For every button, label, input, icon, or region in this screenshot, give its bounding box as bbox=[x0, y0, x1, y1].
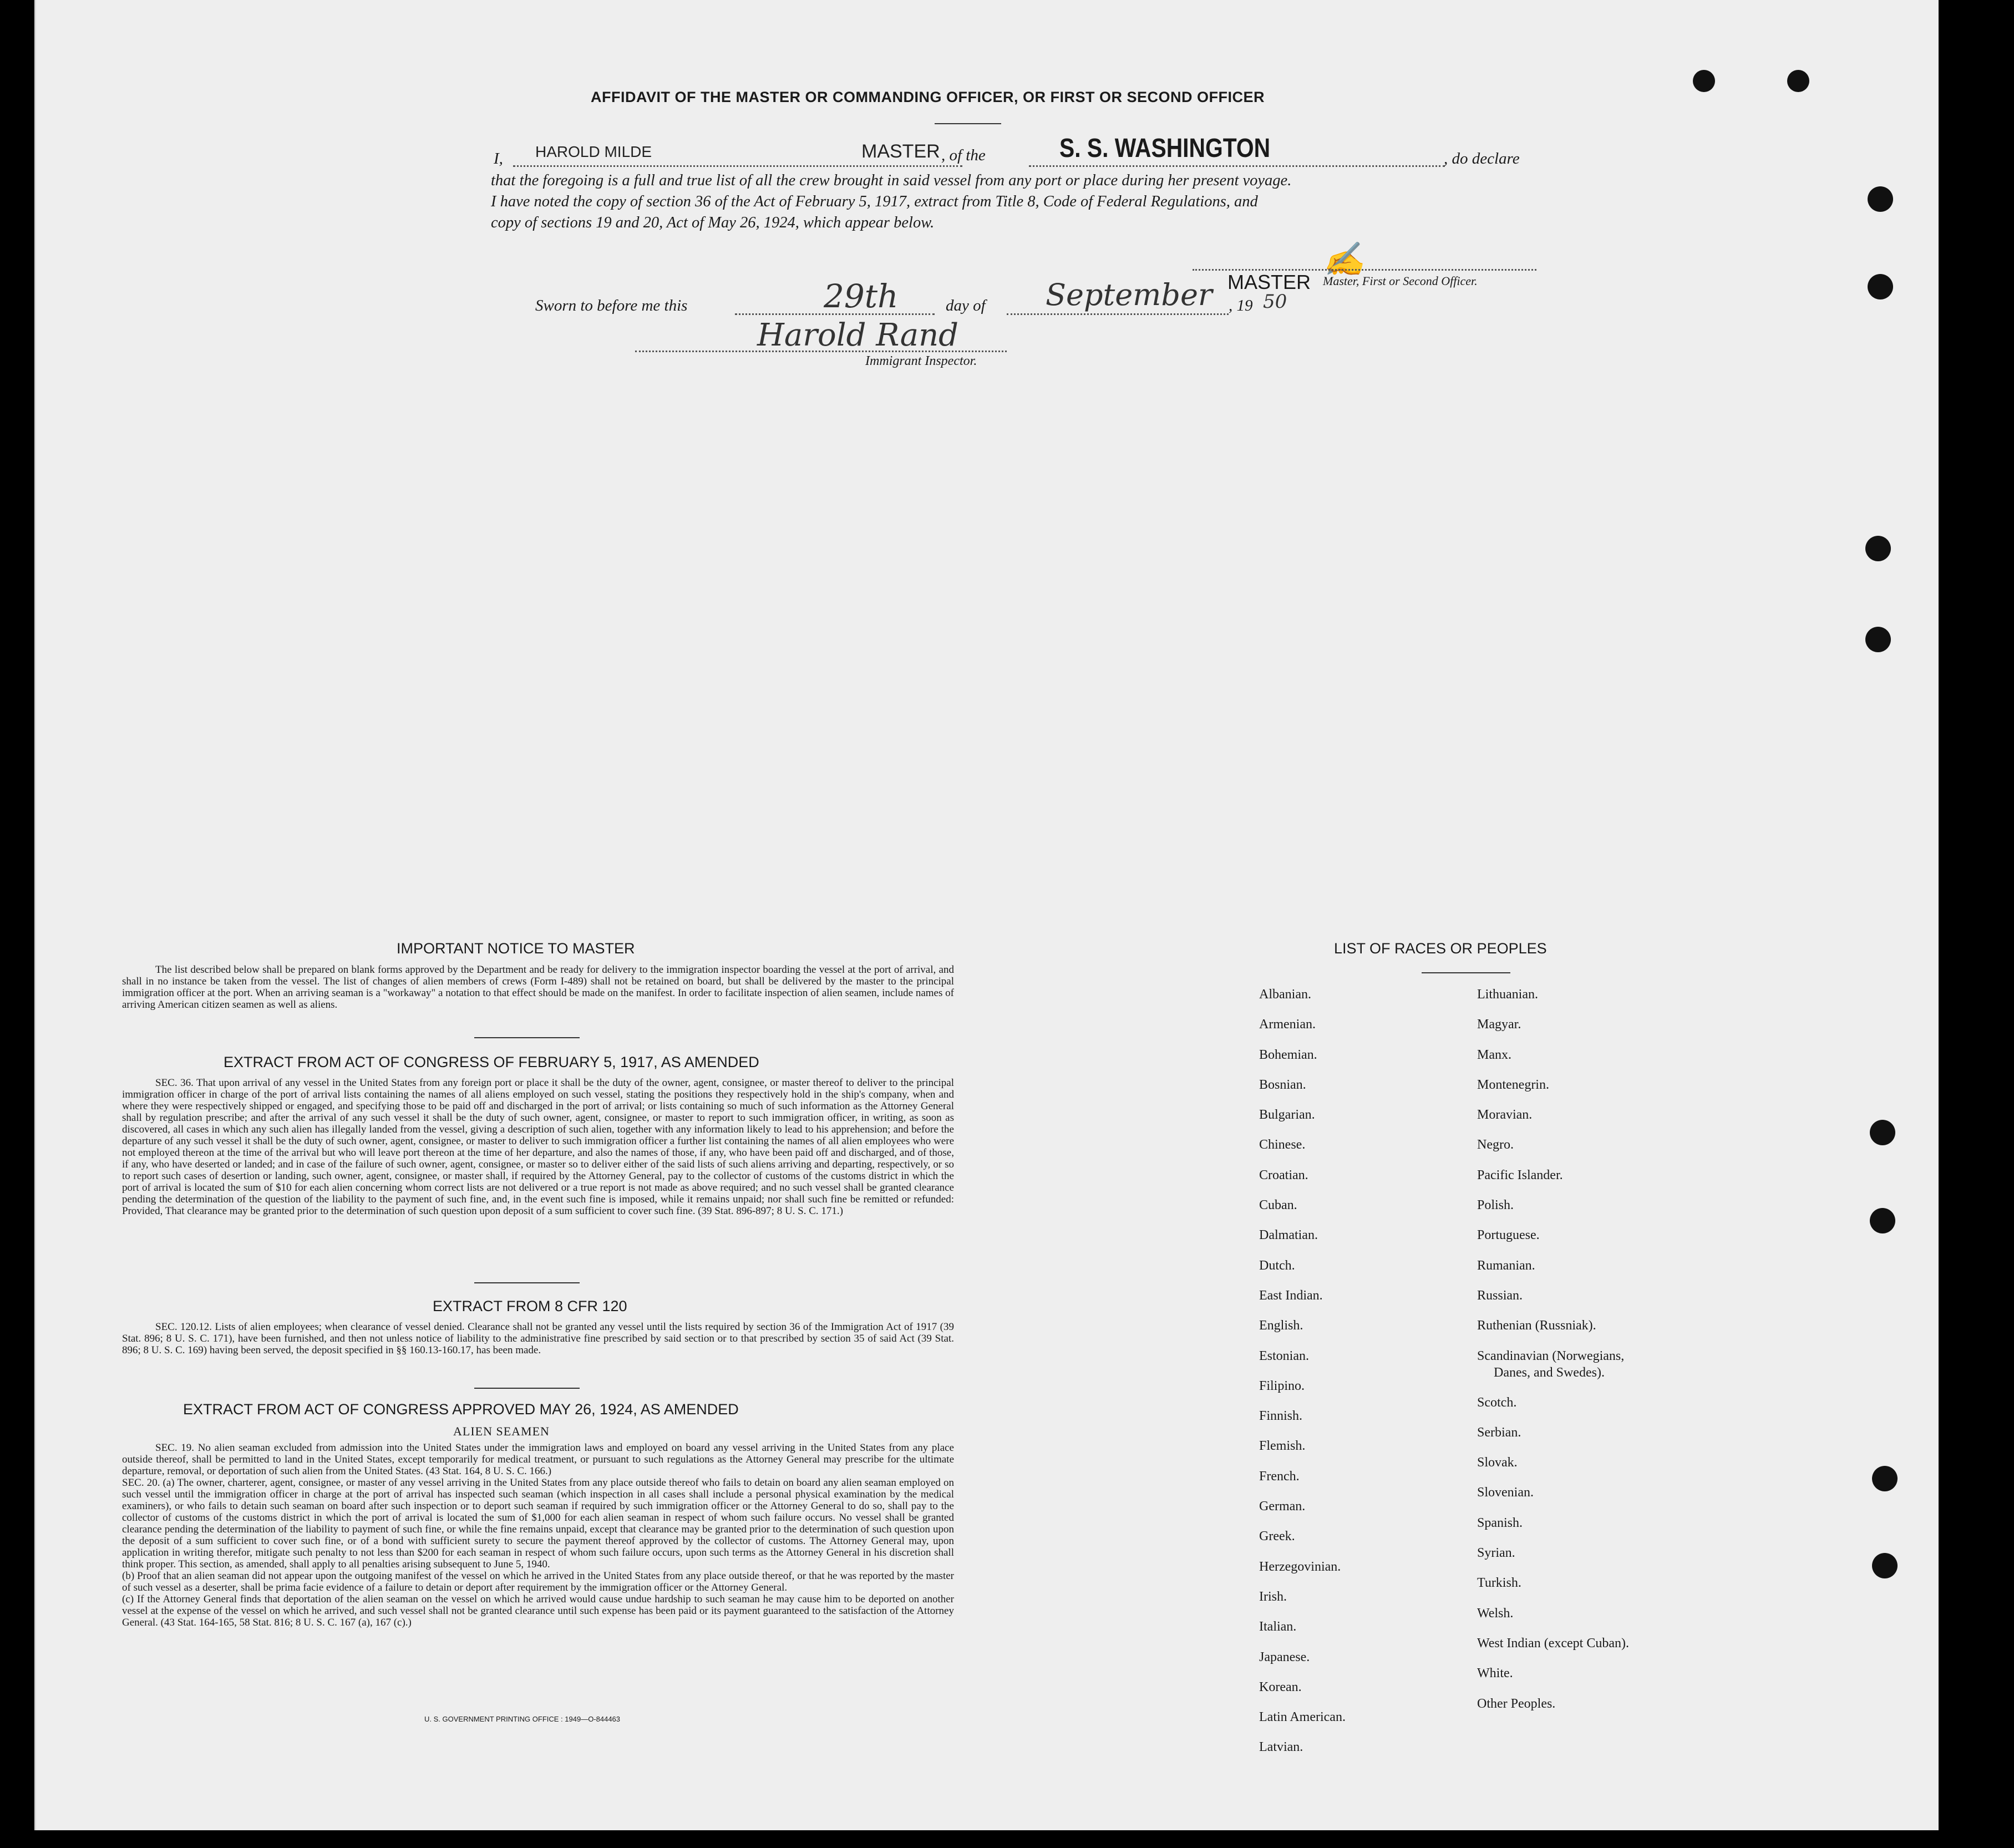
master-rank: MASTER bbox=[861, 141, 940, 162]
race-item: Cuban. bbox=[1259, 1198, 1297, 1213]
race-item: Japanese. bbox=[1259, 1649, 1310, 1664]
race-item: Spanish. bbox=[1477, 1515, 1523, 1530]
race-item: Scotch. bbox=[1477, 1395, 1517, 1410]
binder-hole bbox=[1865, 627, 1891, 652]
master-name: HAROLD MILDE bbox=[535, 143, 652, 160]
race-item: Slovak. bbox=[1477, 1455, 1518, 1470]
race-item: Polish. bbox=[1477, 1198, 1514, 1213]
race-item: Montenegrin. bbox=[1477, 1077, 1549, 1092]
race-item: Chinese. bbox=[1259, 1138, 1306, 1153]
divider bbox=[474, 1388, 580, 1389]
race-item: Ruthenian (Russniak). bbox=[1477, 1318, 1596, 1333]
race-item: Flemish. bbox=[1259, 1439, 1306, 1454]
inspector-caption: Immigrant Inspector. bbox=[865, 354, 977, 368]
binder-hole bbox=[1870, 1120, 1895, 1145]
race-item: Turkish. bbox=[1477, 1576, 1521, 1591]
races-right-column bbox=[1477, 987, 1629, 1727]
race-item: Magyar. bbox=[1477, 1017, 1521, 1032]
race-item: Russian. bbox=[1477, 1288, 1523, 1303]
sworn-label: Sworn to before me this bbox=[535, 297, 688, 314]
signer-caption: Master, First or Second Officer. bbox=[1323, 274, 1478, 288]
race-item: Rumanian. bbox=[1477, 1258, 1535, 1273]
year-suffix: 50 bbox=[1263, 291, 1287, 313]
vessel-name: S. S. WASHINGTON bbox=[1059, 134, 1271, 163]
signer-rank: MASTER bbox=[1227, 271, 1311, 293]
document-page bbox=[34, 0, 1939, 1830]
race-item: Dutch. bbox=[1259, 1258, 1295, 1273]
year-prefix: , 19 bbox=[1229, 297, 1253, 314]
binder-hole bbox=[1870, 1208, 1895, 1233]
notice-body: The list described below shall be prepared on blank forms approved by the Department and be ready for delivery to the immigration inspector boarding the vessel at the port of arrival, and shall in no instance be taken from the vessel. The list of changes of alien members of crews (Form I-489) shall not be retained on board, but shall be delivered by the master to the principal immigration officer at the port. When an arriving seaman is a "workaway" a notation to that effect should be made on the manifest. In order to facilitate inspection of alien seamen, include names of arriving American citizen seamen as well as aliens. bbox=[122, 964, 954, 1011]
races-left-column bbox=[1259, 987, 1346, 1770]
divider bbox=[474, 1037, 580, 1038]
extract-1924-body: SEC. 19. No alien seaman excluded from admission into the United States under the immigration laws and employed on board any vessel arriving in the United States from any place outside thereof, shall be permitted to land in the United States, except temporarily for medical treatment, or pursuant to such regulations as the Attorney General may prescribe for the ultimate departure, removal, or deportation of such alien from the United States. (43 Stat. 164, 8 U. S. C. 166.) SEC. 20. (a) The owner, charterer, agent, consignee, or master of any vessel arriving in the United States from any place outside thereof who fails to detain on board any alien seaman employed on such vessel until the immigration officer in charge at the port of arrival has inspected such seaman (which inspection in all cases shall include a personal physical examination by the medical examiners), or who fails to detain such seaman on board after such inspection or to deport such seaman if required by such immigration officer or the Attorney General to do so, shall pay to the collector of customs of the customs district in which the port of arrival is located the sum of $1,000 for each alien seaman in respect of whom such failure occurs. No vessel shall be granted clearance pending the determination of the liability to payment of such fine, or while the fine remains unpaid, except that clearance may be granted prior to the determination of such question upon the deposit of a sum sufficient to cover such fine, or of a bond with sufficient surety to secure the payment thereof approved by the collector of customs. The Attorney General may, upon application in writing therefor, mitigate such penalty to not less than $200 for each seaman in respect of whom such failure occurs, upon such terms as the Attorney General in his discretion shall think proper. This section, as amended, shall apply to all penalties arising subsequent to June 5, 1940. (b) Proof that an alien seaman did not appear upon the outgoing manifest of the vessel on which he arrived in the United States from any place outside thereof, or that he was reported by the master of such vessel as a deserter, shall be prima facie evidence of a failure to detain or deport after requirement by the immigration officer or the Attorney General. (c) If the Attorney General finds that deportation of the alien seaman on the vessel on which he arrived would cause undue hardship to such seaman he may cause him to be deported on another vessel at the expense of the vessel on which he arrived, and such vessel shall not be granted clearance until such expense has been paid or its payment guaranteed to the satisfaction of the Attorney General. (43 Stat. 164-165, 58 Stat. 816; 8 U. S. C. 167 (a), 167 (c).) bbox=[122, 1442, 954, 1628]
race-item: West Indian (except Cuban). bbox=[1477, 1636, 1629, 1651]
binder-hole bbox=[1868, 274, 1893, 299]
race-item: Moravian. bbox=[1477, 1108, 1533, 1123]
of-the-label: , of the bbox=[941, 146, 986, 164]
race-item: Italian. bbox=[1259, 1619, 1297, 1634]
race-item: Negro. bbox=[1477, 1138, 1514, 1153]
race-item: English. bbox=[1259, 1318, 1303, 1333]
race-item: Bohemian. bbox=[1259, 1047, 1317, 1062]
race-item: Portuguese. bbox=[1477, 1228, 1540, 1243]
affidavit-text-1: that the foregoing is a full and true list of all the crew brought in said vessel from any port or place during her present voyage. bbox=[491, 172, 1292, 189]
binder-hole bbox=[1865, 536, 1891, 561]
binder-hole bbox=[1787, 70, 1809, 92]
race-item: Finnish. bbox=[1259, 1409, 1303, 1424]
affidavit-title: AFFIDAVIT OF THE MASTER OR COMMANDING OFFICER, OR FIRST OR SECOND OFFICER bbox=[591, 89, 1265, 105]
extract-1917-body: SEC. 36. That upon arrival of any vessel in the United States from any foreign port or place it shall be the duty of the owner, agent, consignee, or master thereof to deliver to the principal immigration officer in charge of the port of arrival lists containing the names of all aliens employed on such vessel, stating the positions they respectively hold in the ship's company, when and where they were respectively shipped or engaged, and specifying those to be paid off and discharged in the port of arrival; or lists containing so much of such information as the Attorney General shall by regulation prescribe; and after the arrival of any such vessel it shall be the duty of such owner, agent, consignee, or master to report to such immigration officer, in writing, as soon as discovered, all cases in which any such alien has illegally landed from the vessel, giving a description of such alien, together with any information likely to lead to his apprehension; and before the departure of any such vessel it shall be the duty of such owner, agent, consignee, or master to deliver to such immigration officer a further list containing the names of all alien employees who were not employed thereon at the time of the arrival but who will leave port thereon at the time of her departure, and also the names of those, if any, who have been paid off and discharged, and of those, if any, who have deserted or landed; and in case of the failure of such owner, agent, consignee, or master so to deliver either of the said lists of such aliens arriving and departing, respectively, or so to report such cases of desertion or landing, such owner, agent, consignee, or master shall, if required by the Attorney General, pay to the collector of customs of the customs district in which the port of arrival is located the sum of $10 for each alien concerning whom correct lists are not delivered or a true report is not made as above required; and no such vessel shall be granted clearance pending the determination of the question of the liability to the payment of such fine, and, in the event such fine is imposed, while it remains unpaid; nor shall such fine be remitted or refunded: Provided, That clearance may be granted prior to the determination of such question upon deposit of a sum sufficient to cover such fine. (39 Stat. 896-897; 8 U. S. C. 171.) bbox=[122, 1077, 954, 1217]
affidavit-i-label: I, bbox=[494, 150, 503, 167]
affidavit-text-3: copy of sections 19 and 20, Act of May 26, 1924, which appear below. bbox=[491, 214, 935, 231]
notice-title: IMPORTANT NOTICE TO MASTER bbox=[397, 940, 635, 957]
race-item: Latin American. bbox=[1259, 1710, 1346, 1725]
sworn-month: September bbox=[1046, 277, 1213, 312]
printer-imprint: U. S. GOVERNMENT PRINTING OFFICE : 1949—O-844463 bbox=[424, 1715, 621, 1723]
races-title: LIST OF RACES OR PEOPLES bbox=[1334, 940, 1547, 957]
race-item: Herzegovinian. bbox=[1259, 1559, 1341, 1574]
race-item: Armenian. bbox=[1259, 1017, 1316, 1032]
race-item: Albanian. bbox=[1259, 987, 1311, 1002]
sworn-day: 29th bbox=[824, 277, 899, 315]
race-item: French. bbox=[1259, 1469, 1300, 1484]
race-item: Manx. bbox=[1477, 1047, 1511, 1062]
race-item: Irish. bbox=[1259, 1589, 1287, 1604]
race-item: Filipino. bbox=[1259, 1378, 1305, 1393]
divider bbox=[474, 1282, 580, 1283]
race-item: Lithuanian. bbox=[1477, 987, 1538, 1002]
race-item: Welsh. bbox=[1477, 1606, 1514, 1621]
extract-cfr-body: SEC. 120.12. Lists of alien employees; when clearance of vessel denied. Clearance shall not be granted any vessel until the lists required by section 36 of the Immigration Act of 1917 (39 Stat. 896; 8 U. S. C. 171), have been furnished, and then not unless notice of liability to the administrative fine prescribed by said section or to that prescribed by section 35 of said Act (39 Stat. 896; 8 U. S. C. 169) having been served, the deposit specified in §§ 160.13-160.17, has been made. bbox=[122, 1321, 954, 1356]
race-item: Greek. bbox=[1259, 1529, 1295, 1544]
master-signature: ✍ bbox=[1323, 240, 1364, 279]
extract-cfr-title: EXTRACT FROM 8 CFR 120 bbox=[433, 1298, 627, 1314]
binder-hole bbox=[1868, 186, 1893, 212]
race-item: Estonian. bbox=[1259, 1348, 1309, 1363]
inspector-signature: Harold Rand bbox=[757, 317, 959, 353]
race-item: Latvian. bbox=[1259, 1740, 1303, 1755]
extract-1917-title: EXTRACT FROM ACT OF CONGRESS OF FEBRUARY 5, 1917, AS AMENDED bbox=[224, 1054, 759, 1070]
race-item: White. bbox=[1477, 1666, 1513, 1681]
race-item: Pacific Islander. bbox=[1477, 1167, 1563, 1182]
race-item: Serbian. bbox=[1477, 1425, 1521, 1440]
race-item: Other Peoples. bbox=[1477, 1696, 1556, 1711]
race-item: Slovenian. bbox=[1477, 1485, 1534, 1500]
race-item: Bulgarian. bbox=[1259, 1108, 1315, 1123]
extract-1924-subtitle: ALIEN SEAMEN bbox=[453, 1424, 550, 1438]
race-item: East Indian. bbox=[1259, 1288, 1323, 1303]
binder-hole bbox=[1693, 70, 1715, 92]
affidavit-text-2: I have noted the copy of section 36 of the Act of February 5, 1917, extract from Title 8, Code of Federal Regulations, and bbox=[491, 193, 1258, 210]
divider bbox=[935, 123, 1001, 124]
divider bbox=[1422, 972, 1510, 973]
race-item: Scandinavian (Norwegians, bbox=[1477, 1348, 1625, 1363]
extract-1924-title: EXTRACT FROM ACT OF CONGRESS APPROVED MAY 26, 1924, AS AMENDED bbox=[183, 1401, 739, 1418]
day-of-label: day of bbox=[946, 297, 986, 314]
race-item: Korean. bbox=[1259, 1679, 1302, 1694]
do-declare-label: , do declare bbox=[1444, 150, 1520, 167]
race-item: Danes, and Swedes). bbox=[1494, 1365, 1605, 1380]
binder-hole bbox=[1872, 1553, 1898, 1578]
binder-hole bbox=[1872, 1466, 1898, 1491]
race-item: Croatian. bbox=[1259, 1167, 1308, 1182]
race-item: Dalmatian. bbox=[1259, 1228, 1318, 1243]
race-item: German. bbox=[1259, 1499, 1306, 1514]
race-item: Syrian. bbox=[1477, 1546, 1515, 1561]
race-item: Bosnian. bbox=[1259, 1077, 1306, 1092]
